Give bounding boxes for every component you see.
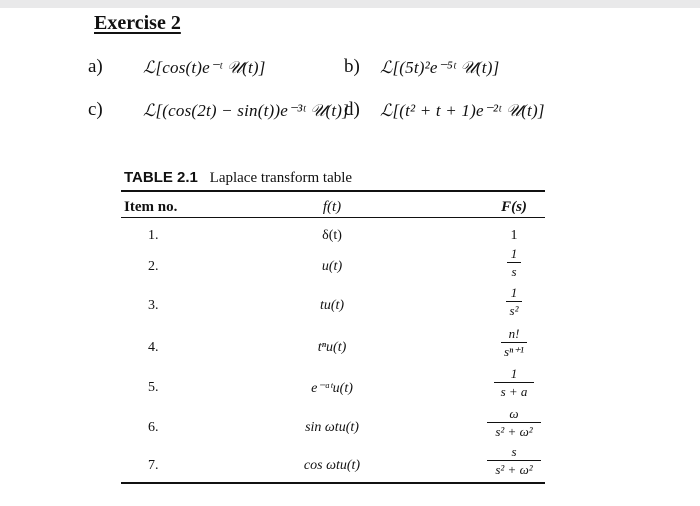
table-top-rule: [121, 190, 545, 192]
row-1-F: 1: [510, 228, 518, 243]
table-header-rule: [121, 217, 545, 218]
header-F-of-s: F(s): [501, 199, 527, 215]
row-5-F-numerator: 1: [510, 366, 518, 381]
row-3-F: [474, 285, 554, 318]
table-caption: [124, 169, 352, 187]
row-3-item: 3.: [148, 298, 159, 313]
row-7-F: [474, 444, 554, 477]
row-6-F: [474, 406, 554, 439]
table-caption-text: Laplace transform table: [209, 170, 353, 186]
row-6-item: 6.: [148, 420, 159, 435]
table-bottom-rule: [121, 482, 545, 484]
header-f-of-t: f(t): [322, 199, 342, 215]
exercise-c-expression: ℒ[(cos(2t) − sin(t))e⁻³ᵗ 𝒰(t)]: [143, 101, 349, 120]
row-6-f: sin ωtu(t): [305, 420, 359, 435]
row-2-F-bar: [507, 262, 521, 263]
row-6-F-numerator: ω: [509, 406, 519, 421]
row-7-F-bar: [487, 460, 541, 461]
exercise-d-expression: ℒ[(t² + t + 1)e⁻²ᵗ 𝒰(t)]: [380, 101, 545, 120]
exercise-c-label: c): [88, 99, 103, 120]
row-7-F-denominator: s² + ω²: [495, 462, 533, 477]
row-7-item: 7.: [148, 458, 159, 473]
row-5-F-bar: [494, 382, 534, 383]
row-5-item: 5.: [148, 380, 159, 395]
row-4-F-numerator: n!: [508, 326, 520, 341]
exercise-heading: Exercise 2: [94, 12, 181, 34]
row-4-F-bar: [501, 342, 527, 343]
exercise-b-label: b): [344, 56, 360, 77]
row-2-item: 2.: [148, 259, 159, 274]
row-2-F-denominator: s: [511, 264, 517, 279]
row-7-F-numerator: s: [511, 444, 517, 459]
row-5-f: e⁻ᵃᵗu(t): [311, 381, 353, 396]
row-3-F-denominator: s²: [509, 303, 519, 318]
row-2-F-numerator: 1: [510, 246, 518, 261]
row-4-F: [474, 326, 554, 359]
row-3-f: tu(t): [319, 298, 345, 313]
row-2-f: u(t): [321, 259, 343, 274]
top-frame: [0, 0, 700, 8]
exercise-d-label: d): [344, 99, 360, 120]
table-caption-title: TABLE 2.1: [124, 169, 198, 186]
row-7-f: cos ωtu(t): [303, 458, 361, 473]
row-6-F-bar: [487, 422, 541, 423]
row-1-item: 1.: [148, 228, 159, 243]
exercise-a-label: a): [88, 56, 103, 77]
row-4-item: 4.: [148, 340, 159, 355]
row-1-f: δ(t): [322, 228, 342, 243]
row-3-F-numerator: 1: [510, 285, 518, 300]
exercise-b-expression: ℒ[(5t)²e⁻⁵ᵗ 𝒰(t)]: [380, 58, 500, 77]
row-5-F: [474, 366, 554, 399]
row-5-F-denominator: s + a: [500, 384, 528, 399]
row-4-F-denominator: sⁿ⁺¹: [504, 344, 524, 359]
exercise-a-expression: ℒ[cos(t)e⁻ᵗ 𝒰(t)]: [143, 58, 266, 77]
header-item-no: Item no.: [124, 199, 178, 215]
row-4-f: tⁿu(t): [317, 340, 347, 355]
row-2-F: [474, 246, 554, 279]
row-6-F-denominator: s² + ω²: [495, 424, 533, 439]
row-3-F-bar: [506, 301, 522, 302]
